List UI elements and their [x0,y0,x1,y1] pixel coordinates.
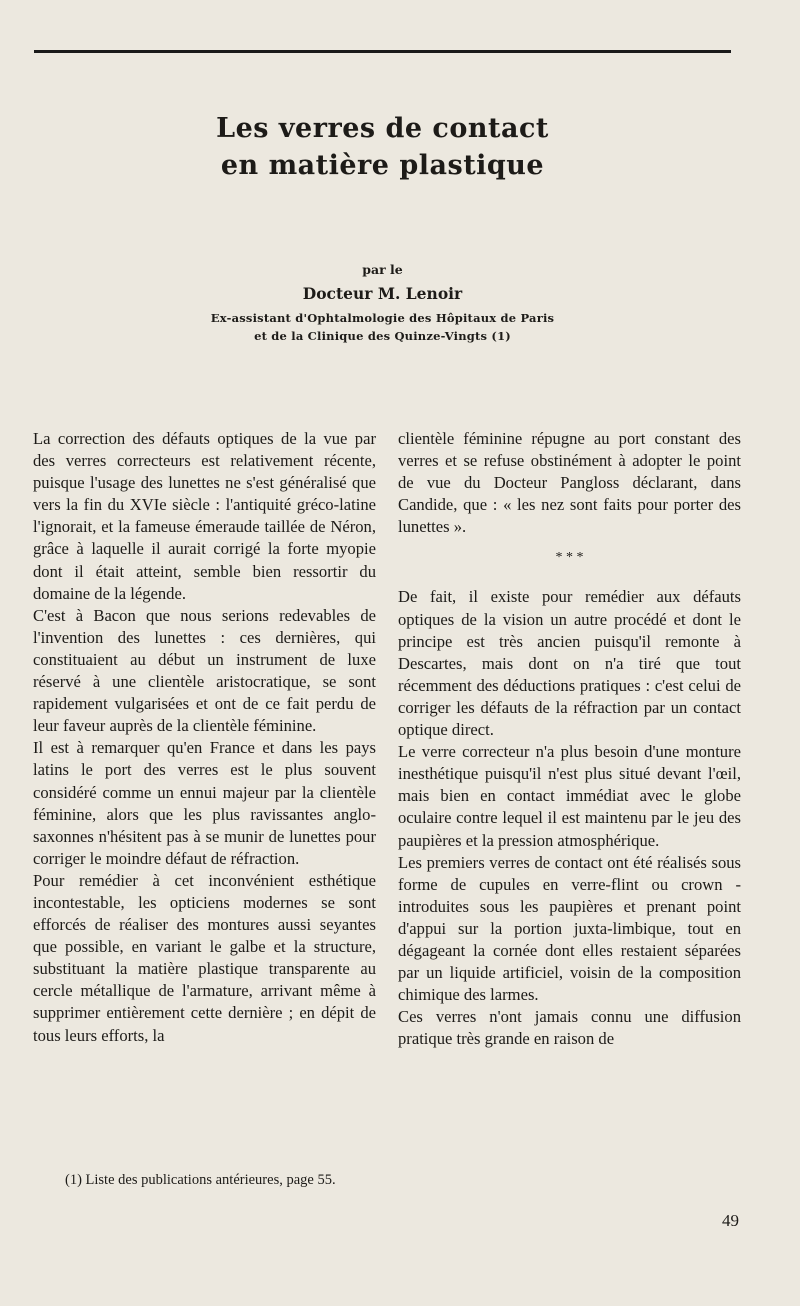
byline-par: par le [362,262,403,277]
paragraph: Il est à remarquer qu'en France et dans les pays latins le port des verres est le plus souvent considéré comme un ennui majeur par la clientèle féminine, alors que les plus ravissantes anglo-saxonnes n'hésitent pas à se munir de lunettes pour corriger le moindre défaut de réfraction. [33,738,376,868]
paragraph: C'est à Bacon que nous serions redevables de l'invention des lunettes : ces dernières, qui constituaient au début un instrument de luxe réservé à une clientèle aristocratique, se sont rapidement vulgarisées et ont de ce fait perdu de leur faveur auprès de la clientèle féminine. [33,605,376,736]
right-column [398,428,741,1050]
article-title [34,110,731,184]
paragraph: La correction des défauts optiques de la vue par des verres correcteurs est relativement récente, puisque l'usage des lunettes ne s'est généralisé que vers la fin du XVIe siècle : l'antiquité gréco-latine l'ignorait, et la fameuse émeraude taillée de Néron, grâce à laquelle il aurait corrigé la forte myopie dont il était atteint, semble bien ressortir du domaine de la légende. [33,429,376,603]
left-column [33,428,376,1047]
paragraph: Ces verres n'ont jamais connu une diffusion pratique très grande en raison de [398,1007,741,1049]
paragraph: Le verre correcteur n'a plus besoin d'une monture inesthétique puisqu'il n'est plus situé devant l'œil, mais bien en contact immédiat avec le globe oculaire contre lequel il est maintenu par le jeu des paupières et la pression atmosphérique. [398,742,741,850]
paragraph: Pour remédier à cet inconvénient esthétique incontestable, les opticiens modernes se sont efforcés de réaliser des montures aussi seyantes que possible, en variant le galbe et la structure, substituant la matière plastique transparente au cercle métallique de l'armature, arrivant même à supprimer entièrement cette dernière ; en dépit de tous leurs efforts, la [33,870,376,1045]
affiliation-line-2: et de la Clinique des Quinze-Vingts (1) [254,329,511,343]
affiliation-line-1: Ex-assistant d'Ophtalmologie des Hôpitaux de Paris [210,311,555,325]
section-separator: * * * [555,550,584,566]
paragraph: De fait, il existe pour remédier aux défauts optiques de la vision un autre procédé et dont le principe est très ancien puisqu'il remonte à Descartes, mais dont on n'a tiré que tout récemment des déductions pratiques : c'est celui de corriger les défauts de la réfraction par un contact optique direct. [398,587,741,740]
paragraph: clientèle féminine répugne au port constant des verres et se refuse obstinément à adopter le point de vue du Docteur Pangloss déclarant, dans Candide, que : « les nez sont faits pour porter des lunettes ». [398,429,741,537]
author-name: Docteur M. Lenoir [302,284,463,303]
title-line-2: en matière plastique [220,150,545,181]
page-number: 49 [722,1211,739,1230]
title-line-1: Les verres de contact [216,113,549,144]
byline [34,262,731,345]
footnote: (1) Liste des publications antérieures, page 55. [65,1172,336,1188]
paragraph: Les premiers verres de contact ont été réalisés sous forme de cupules en verre-flint ou crown - introduites sous les paupières et prenant point d'appui sur la portion juxta-limbique, tout en dégageant la cornée dont elles restaient séparées par un liquide artificiel, voisin de la composition chimique des larmes. [398,852,741,1005]
top-rule [34,50,731,53]
